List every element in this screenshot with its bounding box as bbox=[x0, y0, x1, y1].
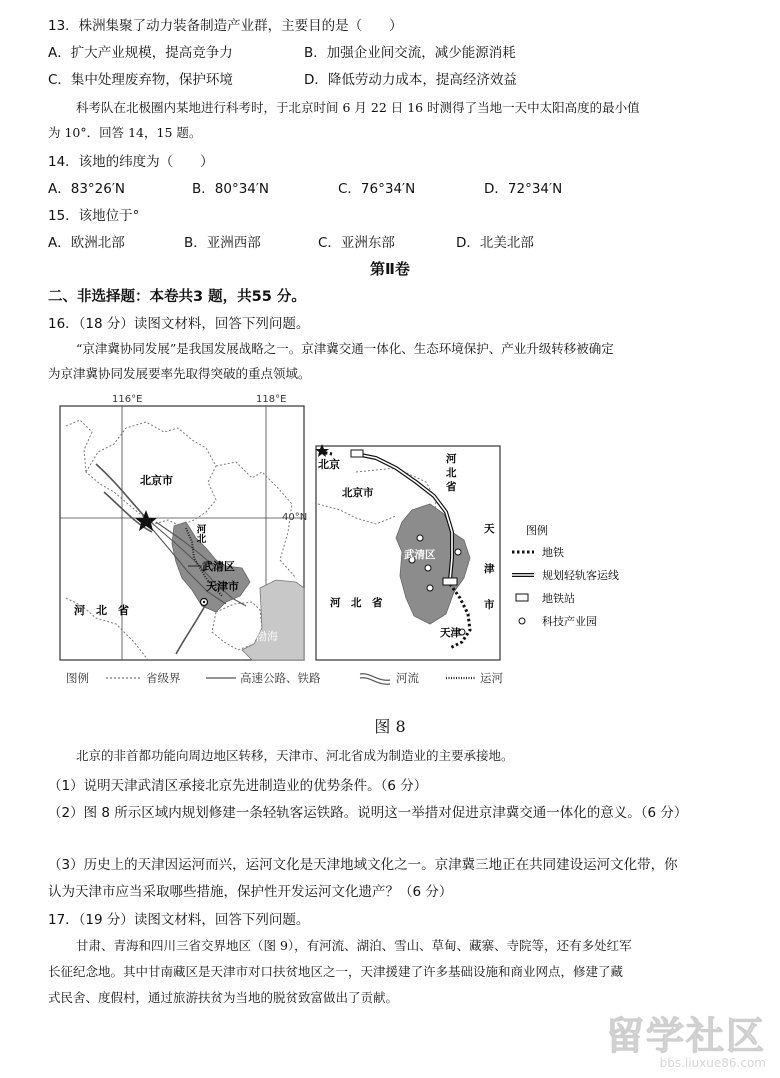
q16-sub3-line2: 认为天津市应当采取哪些措施，保护性开发运河文化遗产？（6 分） bbox=[48, 884, 453, 900]
right-wuqing-label: 武清区 bbox=[404, 549, 436, 561]
tech-park-5 bbox=[427, 585, 433, 591]
right-map bbox=[315, 444, 500, 660]
right-hebei-v-1: 河 bbox=[446, 453, 457, 465]
tech-park-1 bbox=[417, 535, 423, 541]
q14-option-d: D．72°34′N bbox=[484, 181, 563, 197]
q14-option-c: C．76°34′N bbox=[338, 181, 416, 197]
left-beijing-label: 北京市 bbox=[140, 474, 173, 487]
q13-option-a: A．扩大产业规模，提高竞争力 bbox=[48, 45, 233, 61]
legend-bottom bbox=[66, 671, 503, 685]
right-hebei-v-3: 省 bbox=[446, 481, 457, 493]
q15-option-b: B．亚洲西部 bbox=[184, 235, 261, 251]
left-bohai-label: 渤海 bbox=[256, 630, 278, 643]
watermark bbox=[606, 1016, 766, 1070]
q14-option-a: A．83°26′N bbox=[48, 181, 126, 197]
left-wuqing-label: 武清区 bbox=[202, 560, 235, 573]
legend-highway-label: 高速公路、铁路 bbox=[240, 671, 321, 685]
lon-118-label: 118°E bbox=[256, 394, 287, 405]
left-map bbox=[60, 394, 307, 660]
part2-title: 第Ⅱ卷 bbox=[370, 260, 410, 278]
left-hebei-v-label: 河北 bbox=[194, 524, 206, 543]
legend-river-label: 河流 bbox=[396, 671, 419, 685]
right-tianjin-city-label: 天津 bbox=[440, 627, 461, 639]
watermark-url: bbs.liuxue86.com bbox=[659, 1056, 766, 1070]
q16-stem: 16．（18 分）读图文材料，回答下列问题。 bbox=[48, 316, 310, 332]
legend-station-swatch bbox=[516, 594, 528, 601]
q16-after-figure: 北京的非首都功能向周边地区转移，天津市、河北省成为制造业的主要承接地。 bbox=[76, 748, 514, 763]
tianjin-city-marker-dot bbox=[203, 601, 205, 603]
q15-option-d: D．北美北部 bbox=[456, 235, 534, 251]
right-hebei-v-2: 北 bbox=[446, 467, 457, 479]
tech-park-3 bbox=[425, 565, 431, 571]
lon-116-label: 116°E bbox=[112, 394, 143, 405]
watermark-logo: 留学社区 bbox=[605, 1014, 766, 1058]
right-beijing-label: 北京市 bbox=[342, 487, 374, 499]
legend-tech-park-label: 科技产业园 bbox=[542, 615, 597, 628]
legend-station-label: 地铁站 bbox=[542, 592, 575, 605]
q16-material-line2: 为京津冀协同发展要率先取得突破的重点领域。 bbox=[48, 366, 311, 381]
q17-stem: 17．（19 分）读图文材料，回答下列问题。 bbox=[48, 912, 310, 928]
bohai-sea bbox=[242, 580, 304, 660]
legend-subway-label: 地铁 bbox=[542, 546, 564, 559]
q16-sub2: （2）图 8 所示区域内规划修建一条轻轨客运铁路。说明这一举措对促进京津冀交通一体化的意义。（6 分） bbox=[48, 805, 688, 821]
station-beijing bbox=[351, 450, 363, 457]
q17-line2: 长征纪念地。其中甘南藏区是天津市对口扶贫地区之一，天津援建了许多基础设施和商业网点，修建了藏 bbox=[48, 964, 624, 979]
q15-stem: 15．该地位于° bbox=[48, 208, 140, 224]
legend-river-swatch-2 bbox=[360, 678, 390, 685]
figure-8-caption: 图 8 bbox=[374, 717, 406, 736]
q16-sub1: （1）说明天津武清区承接北京先进制造业的优势条件。（6 分） bbox=[48, 778, 428, 794]
q13-option-c: C．集中处理废弃物，保护环境 bbox=[48, 72, 233, 88]
legend-tech-park-swatch bbox=[519, 618, 525, 624]
q16-material-line1: “京津冀协同发展”是我国发展战略之一。京津冀交通一体化、生态环境保护、产业升级转移被确定 bbox=[76, 341, 614, 356]
right-beijing-city-label: 北京 bbox=[318, 458, 340, 471]
q15-option-c: C．亚洲东部 bbox=[318, 235, 395, 251]
right-tianjin-v-2: 津 bbox=[484, 563, 495, 575]
right-hebei-label: 河 北 省 bbox=[330, 597, 383, 609]
q14-option-b: B．80°34′N bbox=[192, 181, 270, 197]
lat-40-label: 40°N bbox=[282, 512, 308, 523]
legend-canal-label: 运河 bbox=[480, 671, 503, 685]
material-1-line1: 科考队在北极圈内某地进行科考时，于北京时间 6 月 22 日 16 时测得了当地一天中太阳高度的最小值 bbox=[76, 100, 640, 115]
left-hebei-label: 河 北 省 bbox=[74, 604, 129, 617]
left-tianjin-label: 天津市 bbox=[206, 580, 239, 593]
legend-river-swatch bbox=[360, 674, 390, 681]
right-tianjin-v-1: 天 bbox=[484, 523, 495, 535]
q13-option-d: D．降低劳动力成本，提高经济效益 bbox=[304, 72, 517, 88]
right-tianjin-v-3: 市 bbox=[484, 599, 495, 611]
legend-boundary-label: 省级界 bbox=[146, 671, 181, 685]
q15-option-a: A．欧洲北部 bbox=[48, 235, 125, 251]
q13-option-b: B．加强企业间交流，减少能源消耗 bbox=[304, 45, 516, 61]
section2-heading: 二、非选择题：本卷共3 题，共55 分。 bbox=[48, 289, 306, 305]
legend-bottom-title: 图例 bbox=[66, 671, 89, 685]
q16-sub3-line1: （3）历史上的天津因运河而兴，运河文化是天津地域文化之一。京津冀三地正在共同建设运河文化带，你 bbox=[48, 857, 678, 873]
figure-8 bbox=[56, 392, 648, 692]
tech-park-4 bbox=[455, 549, 461, 555]
right-wuqing-area bbox=[396, 504, 470, 624]
q17-line1: 甘肃、青海和四川三省交界地区（图 9），有河流、湖泊、雪山、草甸、藏寨、寺院等，还有多处红军 bbox=[76, 938, 632, 953]
legend-right-title: 图例 bbox=[526, 524, 548, 537]
legend-light-rail-label: 规划轻轨客运线 bbox=[542, 569, 619, 582]
q14-stem: 14．该地的纬度为（ ） bbox=[48, 154, 214, 170]
legend-right bbox=[512, 523, 619, 628]
material-1-line2: 为 10°．回答 14，15 题。 bbox=[48, 125, 202, 140]
q17-line3: 式民舍、度假村，通过旅游扶贫为当地的脱贫致富做出了贡献。 bbox=[48, 990, 399, 1005]
q13-stem: 13．株洲集聚了动力装备制造产业群，主要目的是（ ） bbox=[48, 18, 403, 34]
station-wuqing bbox=[443, 578, 457, 585]
